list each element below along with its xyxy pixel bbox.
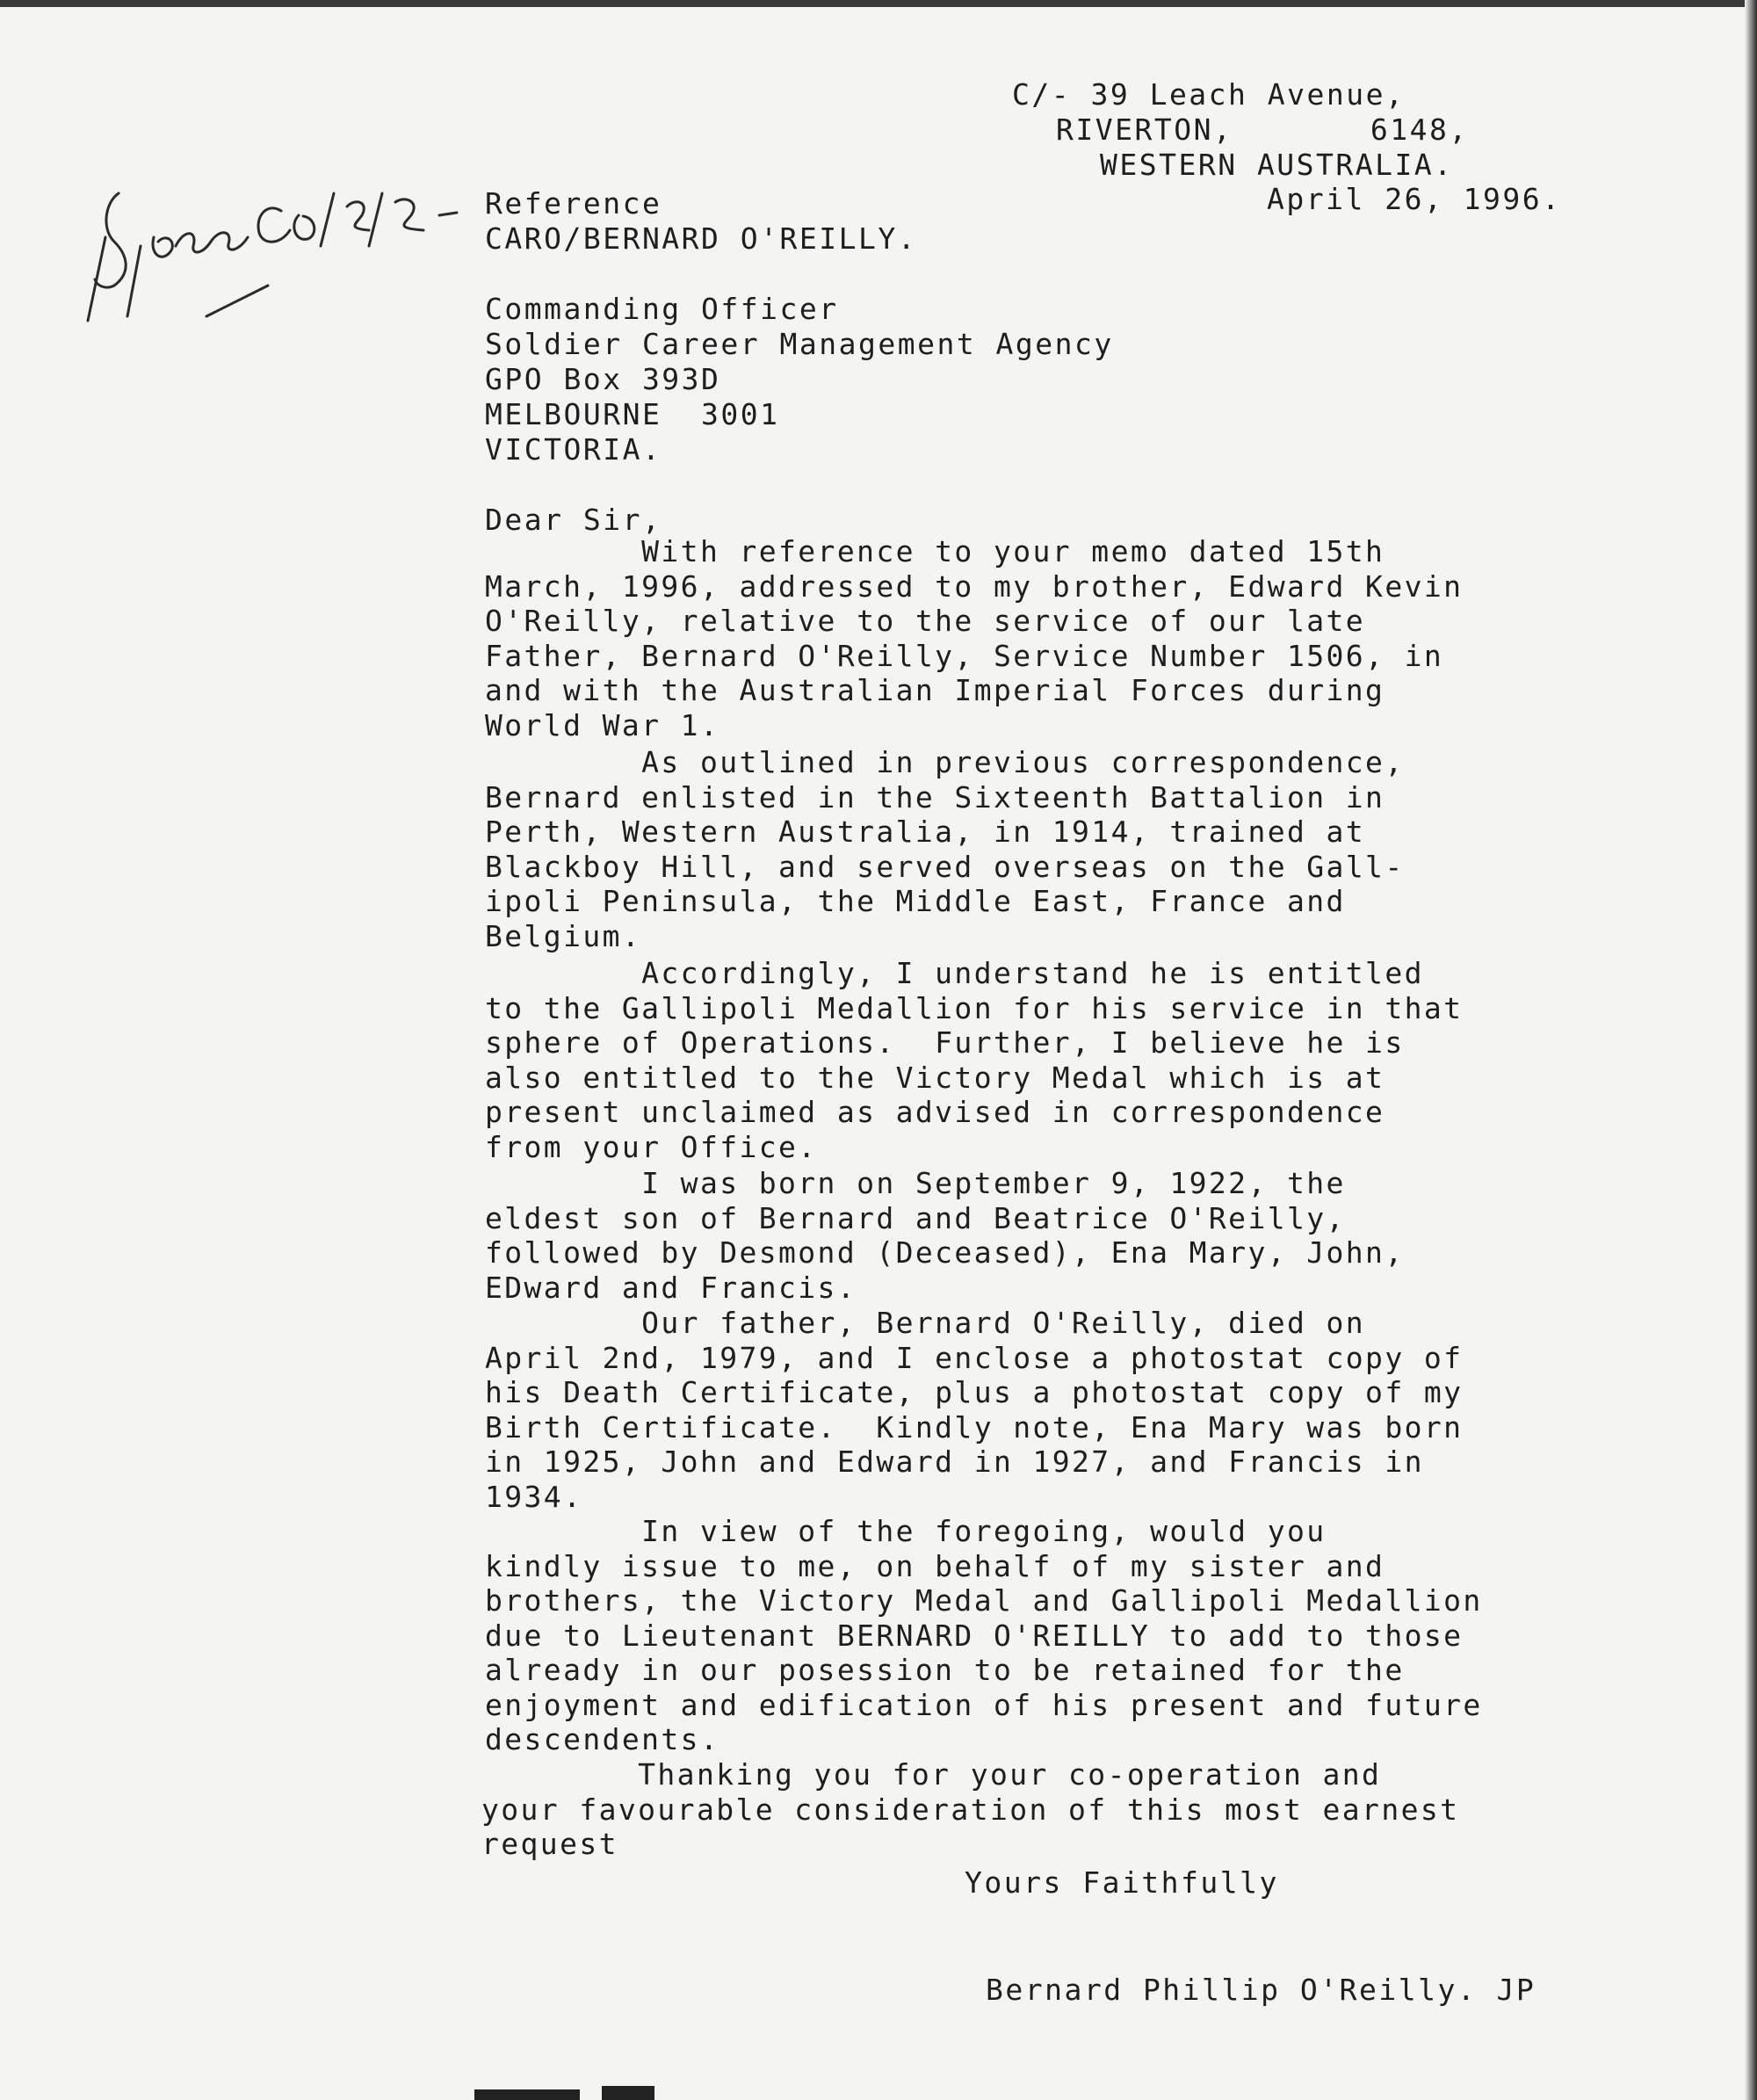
recipient-line-3: GPO Box 393D — [485, 362, 721, 396]
body-paragraph-4: I was born on September 9, 1922, the eldest son of Bernard and Beatrice O'Reilly, followed by Desmond (Deceased), Ena Mary, John, EDward and Francis. — [485, 1166, 1405, 1305]
recipient-line-4: MELBOURNE 3001 — [485, 397, 780, 431]
scan-smudge — [474, 2089, 580, 2100]
reference-label: Reference — [485, 186, 662, 221]
body-paragraph-7: Thanking you for your co-operation and your favourable consideration of this most earnest request — [481, 1757, 1460, 1861]
sender-address-line-2: RIVERTON, 6148, — [1056, 112, 1469, 147]
recipient-line-2: Soldier Career Management Agency — [485, 327, 1114, 361]
scan-top-edge — [0, 0, 1757, 7]
recipient-line-1: Commanding Officer — [485, 292, 839, 326]
sender-address-line-3: WESTERN AUSTRALIA. — [1100, 148, 1454, 182]
reference-value: CARO/BERNARD O'REILLY. — [485, 221, 918, 256]
recipient-line-5: VICTORIA. — [485, 432, 662, 467]
scan-right-edge — [1745, 0, 1757, 2100]
signature-name: Bernard Phillip O'Reilly. JP — [986, 1973, 1536, 2007]
body-paragraph-3: Accordingly, I understand he is entitled to the Gallipoli Medallion for his service in that sphere of Operations. Further, I believe he is also entitled to the Victory Medal which is at present unclaimed as advised in correspondence from your Office. — [485, 956, 1464, 1164]
salutation: Dear Sir, — [485, 503, 662, 537]
body-paragraph-6: In view of the foregoing, would you kindly issue to me, on behalf of my sister and brothers, the Victory Medal and Gallipoli Medallion due to Lieutenant BERNARD O'REILLY to add to those already in our posession to be retained for the enjoyment and edification of his present and future descendents. — [485, 1514, 1483, 1756]
scan-smudge — [602, 2086, 654, 2100]
body-paragraph-2: As outlined in previous correspondence, Bernard enlisted in the Sixteenth Battalion in Perth, Western Australia, in 1914, trained at Blackboy Hill, and served overseas on the Gall- ipoli Peninsula, the Middle East, France and Belgium. — [485, 745, 1405, 953]
body-paragraph-5: Our father, Bernard O'Reilly, died on April 2nd, 1979, and I enclose a photostat copy of his Death Certificate, plus a photostat copy of my Birth Certificate. Kindly note, Ena Mary was born in 1925, John and Edward in 1927, and Francis in 1934. — [485, 1306, 1464, 1514]
handwritten-annotation — [79, 132, 466, 334]
closing: Yours Faithfully — [965, 1865, 1279, 1900]
letter-date: April 26, 1996. — [1267, 182, 1562, 216]
sender-address-line-1: C/- 39 Leach Avenue, — [1012, 77, 1406, 112]
body-paragraph-1: With reference to your memo dated 15th March, 1996, addressed to my brother, Edward Kevin O'Reilly, relative to the service of our late Father, Bernard O'Reilly, Service Number 1506, in and with the Australian Imperial Forces during World War 1. — [485, 534, 1464, 742]
